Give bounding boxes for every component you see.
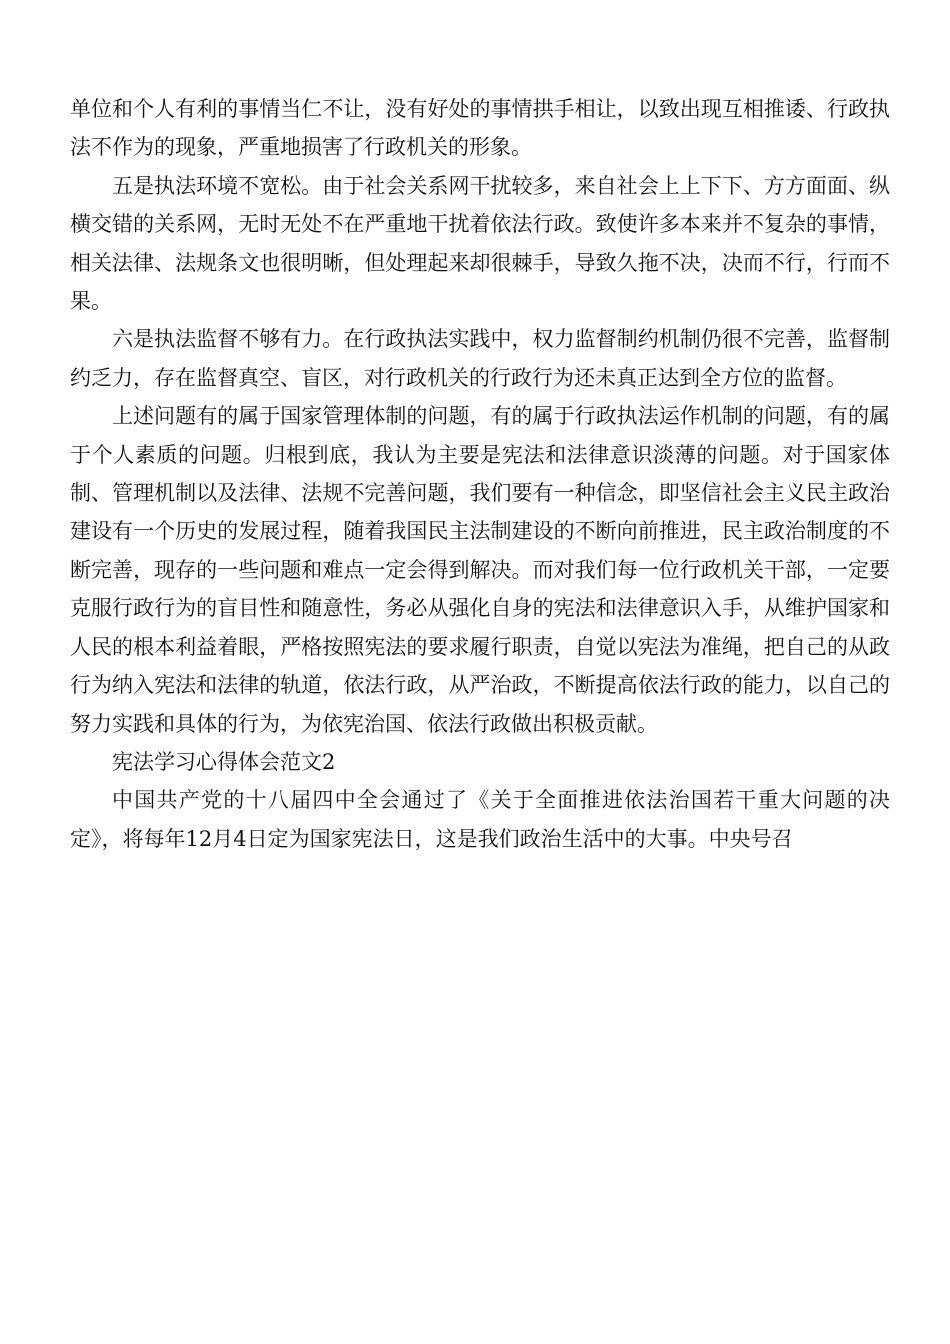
- section-heading: 宪法学习心得体会范文2: [112, 749, 336, 774]
- paragraph-law-supervision: 六是执法监督不够有力。在行政执法实践中，权力监督制约机制仍很不完善，监督制约乏力，存在监督真空、盲区，对行政机关的行政行为还未真正达到全方位的监督。: [70, 327, 890, 390]
- paragraph-law-environment: 五是执法环境不宽松。由于社会关系网干扰较多，来自社会上上下下、方方面面、纵横交错的关系网，无时无处不在严重地干扰着依法行政。致使许多本来并不复杂的事情，相关法律、法规条文也很明晰，但处理起来却很棘手，导致久拖不决，决而不行，行而不果。: [70, 173, 890, 314]
- paragraph-summary: 上述问题有的属于国家管理体制的问题，有的属于行政执法运作机制的问题，有的属于个人素质的问题。归根到底，我认为主要是宪法和法律意识淡薄的问题。对于国家体制、管理机制以及法律、法规不完善问题，我们要有一种信念，即坚信社会主义民主政治建设有一个历史的发展过程，随着我国民主法制建设的不断向前推进，民主政治制度的不断完善，现存的一些问题和难点一定会得到解决。而对我们每一位行政机关干部，一定要克服行政行为的盲目性和随意性，务必从强化自身的宪法和法律意识入手，从维护国家和人民的根本利益着眼，严格按照宪法的要求履行职责，自觉以宪法为准绳，把自己的从政行为纳入宪法和法律的轨道，依法行政，从严治政，不断提高依法行政的能力，以自己的努力实践和具体的行为，为依宪治国、依法行政做出积极贡献。: [70, 404, 890, 736]
- paragraph-continuation: 单位和个人有利的事情当仁不让，没有好处的事情拱手相让，以致出现互相推诿、行政执法不作为的现象，严重地损害了行政机关的形象。: [70, 97, 890, 160]
- document-body: [70, 90, 890, 858]
- paragraph-constitution-day: 中国共产党的十八届四中全会通过了《关于全面推进依法治国若干重大问题的决定》，将每年12月4日定为国家宪法日，这是我们政治生活中的大事。中央号召: [70, 788, 890, 851]
